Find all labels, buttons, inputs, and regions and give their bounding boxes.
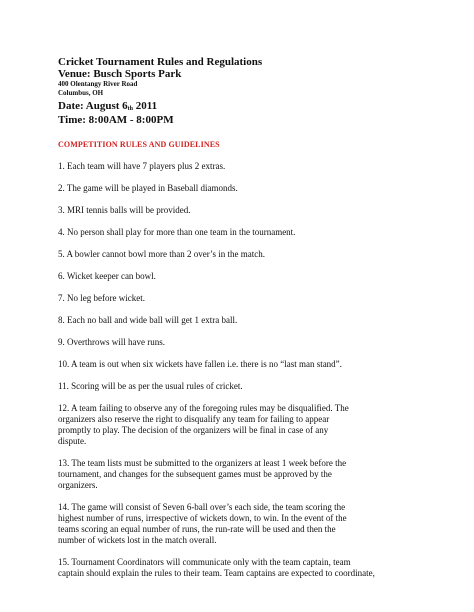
rule-item (58, 227, 430, 238)
rule-item (58, 337, 430, 348)
rules-list (58, 161, 430, 579)
rule-item (58, 205, 430, 216)
rule-line: 2. The game will be played in Baseball diamonds. (58, 183, 238, 193)
rule-line: 15. Tournament Coordinators will communicate only with the team captain, team (58, 557, 351, 567)
rule-line: 4. No person shall play for more than one team in the tournament. (58, 227, 296, 237)
rule-line: 13. The team lists must be submitted to the organizers at least 1 week before the (58, 458, 347, 468)
rule-line: 10. A team is out when six wickets have fallen i.e. there is no “last man stand”. (58, 359, 342, 369)
rule-item (58, 502, 430, 546)
rule-line: 5. A bowler cannot bowl more than 2 over’s in the match. (58, 249, 266, 259)
rule-item (58, 315, 430, 326)
rule-line: 9. Overthrows will have runs. (58, 337, 165, 347)
address-line-2: Columbus, OH (58, 89, 104, 97)
rule-line: promptly to play. The decision of the organizers will be final in case of any (58, 425, 329, 435)
rule-line: number of wickets lost in the match overall. (58, 535, 217, 545)
section-heading: COMPETITION RULES AND GUIDELINES (58, 140, 220, 149)
date-prefix: Date: August 6 (58, 100, 128, 112)
rule-line: organizers. (58, 480, 98, 490)
rule-item (58, 271, 430, 282)
document-content (58, 56, 430, 590)
rule-line: tournament, and changes for the subsequent games must be approved by the (58, 469, 332, 479)
rule-line: 14. The game will consist of Seven 6-ball over’s each side, the team scoring the (58, 502, 346, 512)
rule-line: 3. MRI tennis balls will be provided. (58, 205, 191, 215)
rule-line: highest number of runs, irrespective of wickets down, to win. In the event of the (58, 513, 347, 523)
rule-line: 8. Each no ball and wide ball will get 1 extra ball. (58, 315, 238, 325)
rule-item (58, 557, 430, 579)
rule-line: 12. A team failing to observe any of the foregoing rules may be disqualified. The (58, 403, 349, 413)
date-ordinal-suffix: th (127, 106, 134, 112)
date-year: 2011 (133, 100, 158, 112)
rule-item (58, 381, 430, 392)
rule-line: teams scoring an equal number of runs, the run-rate will be used and then the (58, 524, 336, 534)
time-line: Time: 8:00AM - 8:00PM (58, 114, 174, 126)
rule-line: 7. No leg before wicket. (58, 293, 145, 303)
rule-item (58, 458, 430, 491)
date-time-block (58, 100, 430, 126)
rule-line: dispute. (58, 436, 87, 446)
rule-line: 11. Scoring will be as per the usual rules of cricket. (58, 381, 243, 391)
document-title: Cricket Tournament Rules and Regulations (58, 56, 263, 68)
rule-item (58, 403, 430, 447)
rule-line: organizers also reserve the right to disqualify any team for failing to appear (58, 414, 330, 424)
venue-line: Venue: Busch Sports Park (58, 68, 182, 80)
rule-item (58, 161, 430, 172)
rule-item (58, 293, 430, 304)
rule-line: 6. Wicket keeper can bowl. (58, 271, 156, 281)
rule-item (58, 249, 430, 260)
rule-line: captain should explain the rules to their team. Team captains are expected to coordinate, (58, 568, 375, 578)
date-line (58, 100, 430, 114)
address-line-1: 400 Olentangy River Road (58, 80, 138, 88)
rule-item (58, 359, 430, 370)
rule-item (58, 183, 430, 194)
rule-line: 1. Each team will have 7 players plus 2 extras. (58, 161, 226, 171)
